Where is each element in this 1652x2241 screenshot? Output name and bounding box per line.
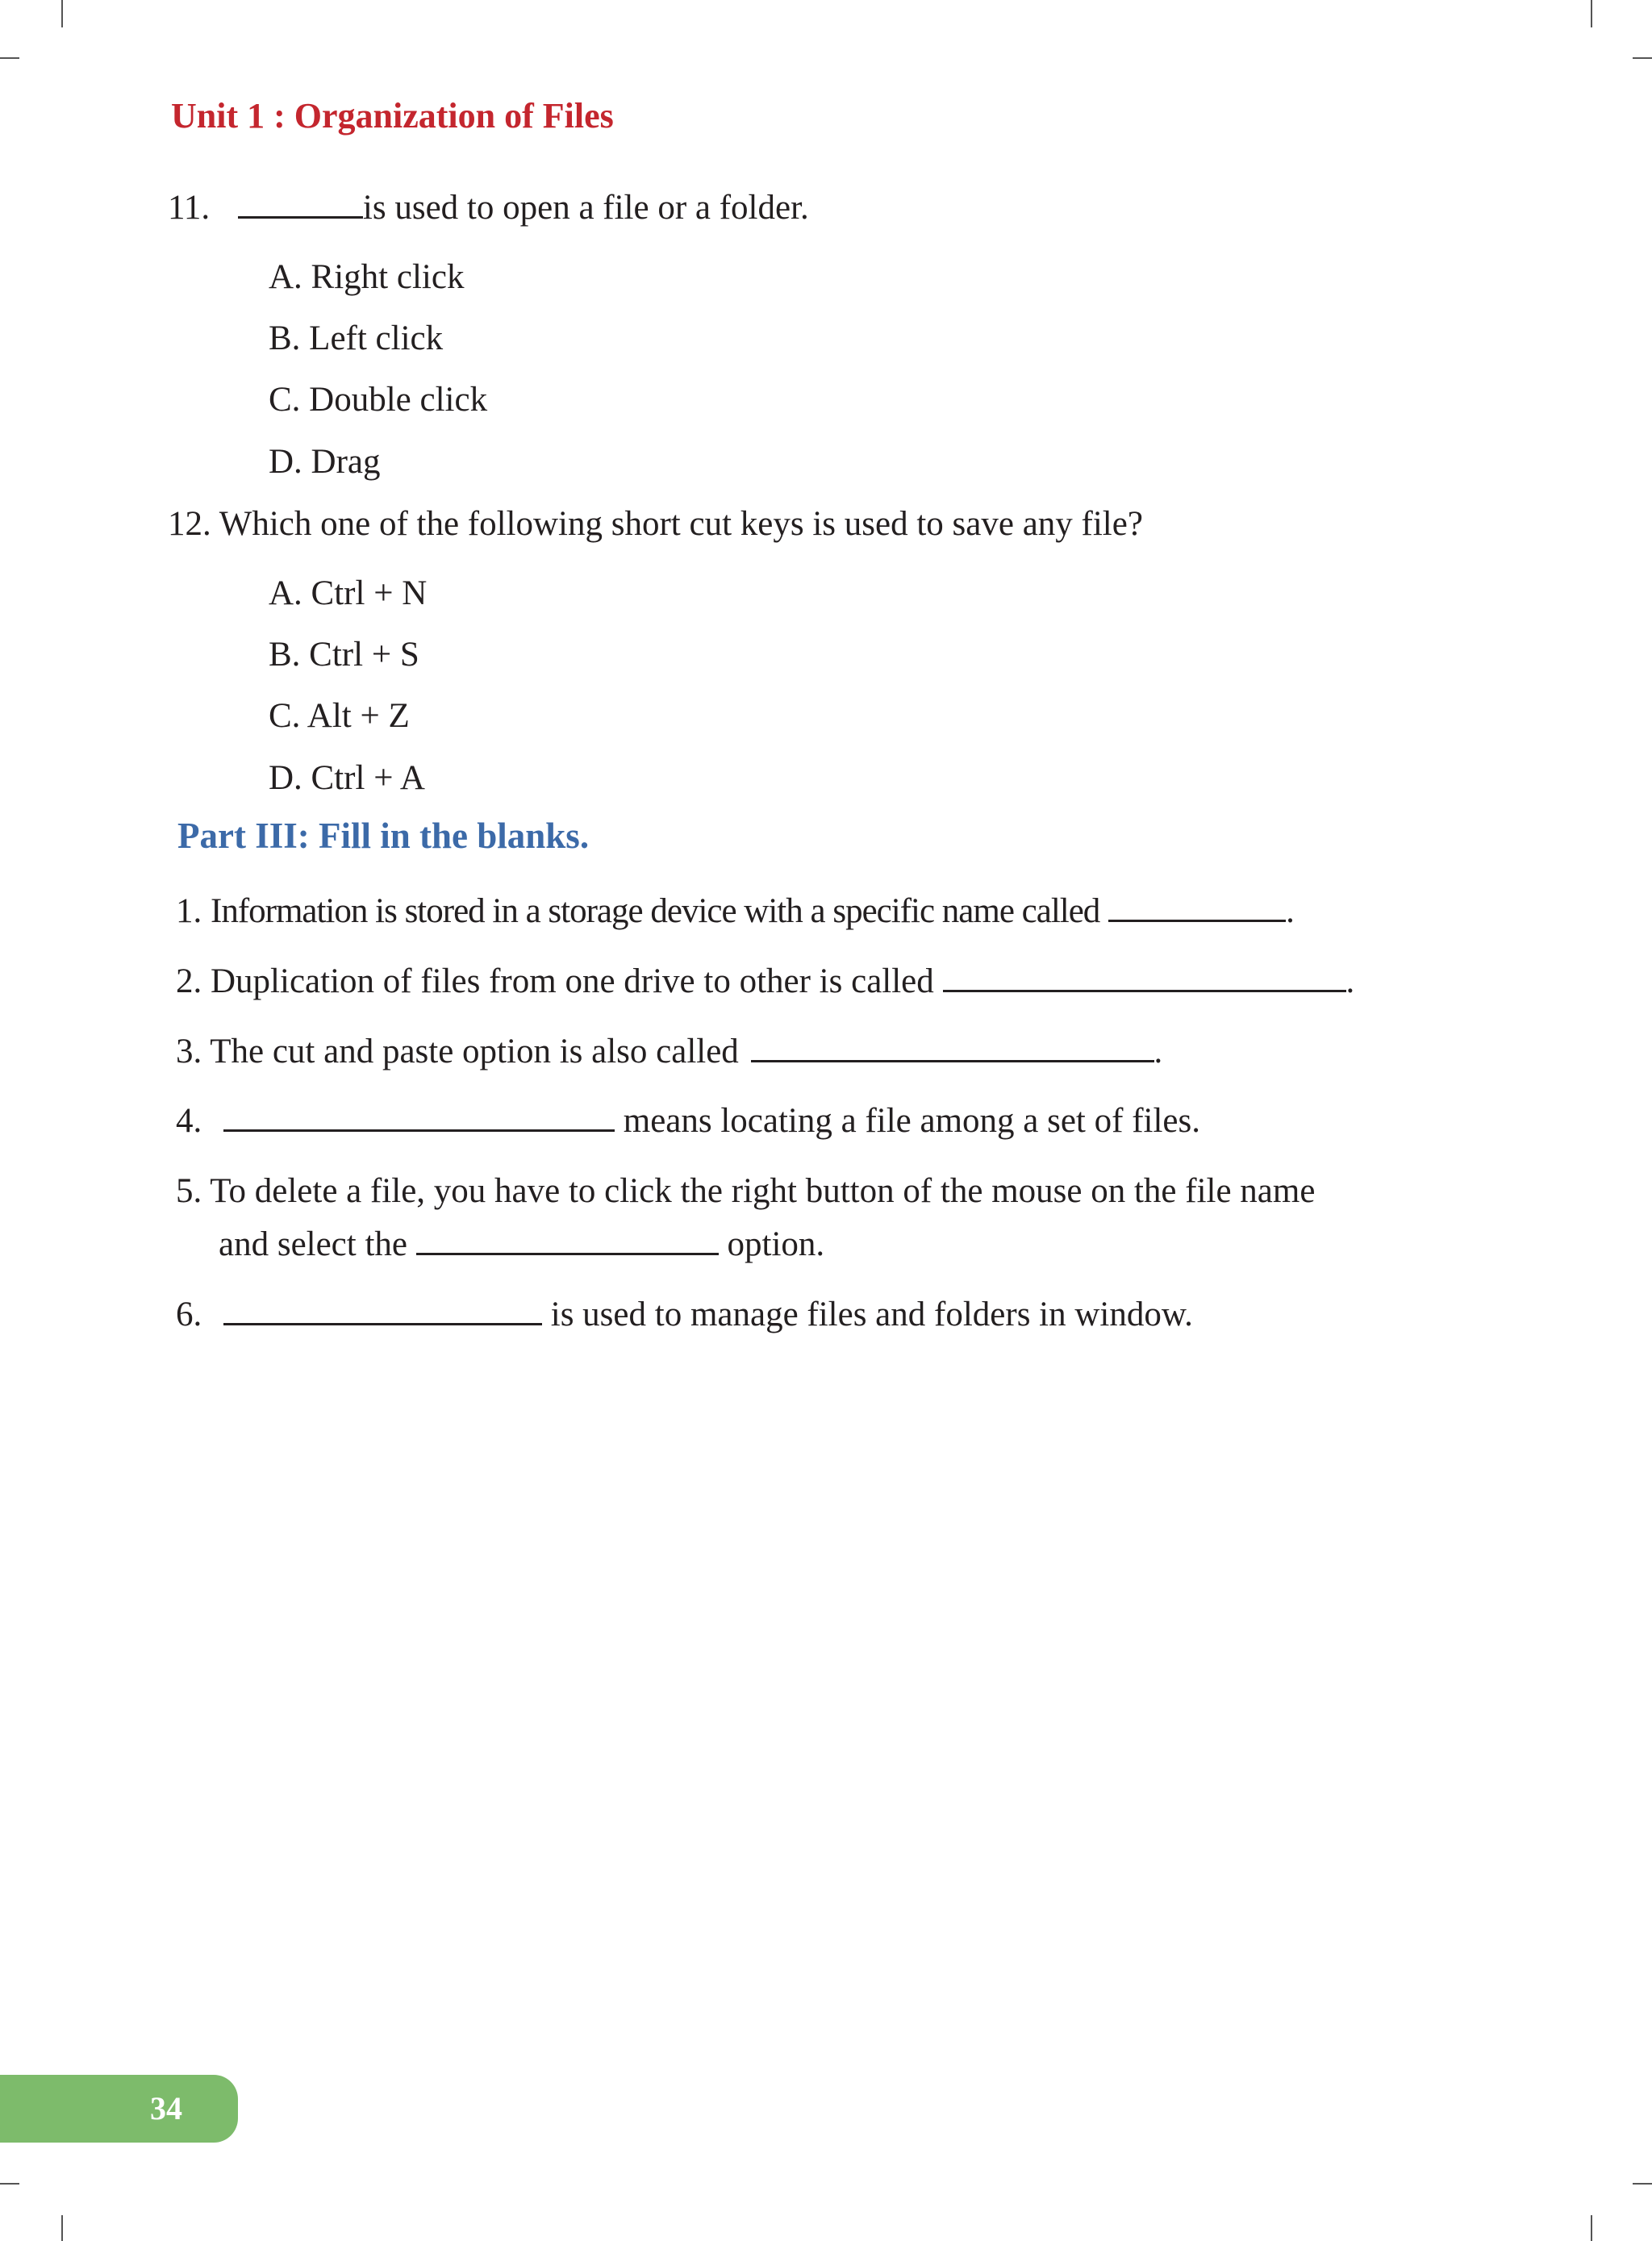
- question-text: is used to manage files and folders in window.: [550, 1296, 1193, 1333]
- crop-mark: [61, 0, 63, 27]
- question-number: 5.: [176, 1172, 202, 1210]
- question-12: [168, 502, 1143, 547]
- question-number: 6.: [176, 1296, 202, 1333]
- page-number-tab: [0, 2075, 238, 2143]
- crop-mark: [0, 57, 19, 59]
- question-text: The cut and paste option is also called: [210, 1033, 739, 1070]
- answer-blank: [943, 959, 1346, 992]
- page-number: 34: [150, 2090, 182, 2126]
- option: D. Drag: [269, 443, 381, 481]
- crop-mark: [1633, 2183, 1652, 2185]
- question-number: 2.: [176, 962, 202, 1000]
- option: C. Alt + Z: [269, 697, 410, 735]
- answer-blank: [416, 1222, 719, 1255]
- crop-mark: [1591, 0, 1592, 27]
- answer-blank: [1108, 889, 1286, 922]
- option: B. Left click: [269, 319, 444, 357]
- answer-blank: [751, 1029, 1154, 1062]
- question-number: 12.: [168, 505, 211, 543]
- fill-blank-5-line2: [219, 1222, 824, 1267]
- section-title: Part III: Fill in the blanks.: [177, 816, 590, 856]
- answer-blank: [223, 1292, 542, 1325]
- period: .: [1345, 962, 1355, 1000]
- crop-mark: [61, 2215, 63, 2241]
- crop-mark: [1591, 2215, 1592, 2241]
- crop-mark: [0, 2183, 19, 2185]
- question-text: option.: [727, 1225, 825, 1263]
- question-text: Duplication of files from one drive to other is called: [211, 962, 934, 1000]
- option: A. Right click: [269, 258, 465, 296]
- question-number: 11.: [168, 189, 211, 227]
- fill-blank-5: [176, 1169, 1315, 1214]
- question-number: 1.: [176, 892, 202, 930]
- question-number: 4.: [176, 1102, 202, 1140]
- period: .: [1153, 1033, 1163, 1070]
- option: A. Ctrl + N: [269, 574, 428, 612]
- fill-blank-2: [176, 959, 1354, 1004]
- unit-title: Unit 1 : Organization of Files: [171, 96, 614, 136]
- question-text: To delete a file, you have to click the right button of the mouse on the file name: [210, 1172, 1316, 1210]
- question-text: and select the: [219, 1225, 408, 1263]
- period: .: [1286, 892, 1295, 930]
- question-11: [168, 186, 809, 231]
- fill-blank-4: [176, 1099, 1200, 1144]
- option: C. Double click: [269, 381, 488, 419]
- question-text: Information is stored in a storage device with a specific name called: [211, 892, 1100, 930]
- fill-blank-3: [176, 1029, 1162, 1075]
- option: B. Ctrl + S: [269, 636, 419, 674]
- fill-blank-6: [176, 1292, 1193, 1338]
- question-text: is used to open a file or a folder.: [362, 189, 809, 227]
- question-text: Which one of the following short cut keys is used to save any file?: [219, 505, 1143, 543]
- answer-blank: [238, 186, 363, 219]
- fill-blank-1: [176, 889, 1295, 934]
- answer-blank: [223, 1099, 615, 1132]
- crop-mark: [1633, 57, 1652, 59]
- question-text: means locating a file among a set of files.: [623, 1102, 1200, 1140]
- option: D. Ctrl + A: [269, 759, 425, 797]
- question-number: 3.: [176, 1033, 202, 1070]
